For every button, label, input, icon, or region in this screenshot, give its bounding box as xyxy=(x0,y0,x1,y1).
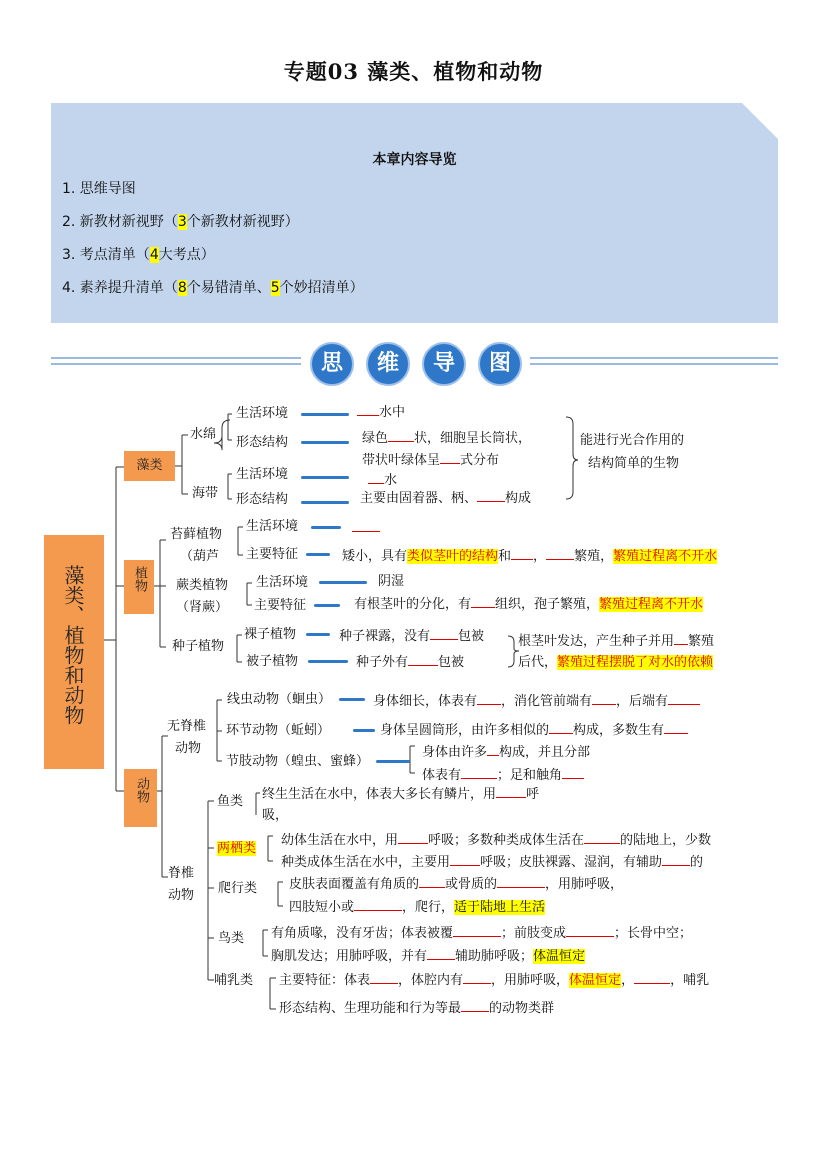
connector-line xyxy=(306,633,330,636)
node-invertebrate-2: 动物 xyxy=(175,741,202,756)
value-text: 有根茎叶的分化，有 组织，孢子繁殖，繁殖过程离不开水 xyxy=(354,597,704,612)
node-plants-label: 植物 xyxy=(132,566,147,592)
label-env: 生活环境 xyxy=(236,406,289,421)
value-text: 水中 xyxy=(357,403,405,421)
summary-text: 结构简单的生物 xyxy=(588,456,680,471)
label-struct: 形态结构 xyxy=(236,492,289,507)
connector-line xyxy=(311,526,341,529)
node-fern-example: （肾蕨） xyxy=(176,600,229,615)
banner-char: 维 xyxy=(366,342,410,386)
root-label: 藻类、植物和动物 xyxy=(61,565,85,725)
value-text xyxy=(352,519,380,537)
guide-heading: 本章内容导览 xyxy=(372,152,457,168)
value-text: 幼体生活在水中，用 呼吸；多数种类成体生活在 的陆地上，少数 xyxy=(281,833,712,848)
value-text: 主要由固着器、柄、 构成 xyxy=(360,491,532,506)
value-text: 矮小，具有类似茎叶的结构和 ， 繁殖，繁殖过程离不开水 xyxy=(342,549,718,564)
value-text: 身体由许多 构成，并且分部 xyxy=(422,745,591,760)
value-text: 皮肤表面覆盖有角质的 或骨质的 ，用肺呼吸， xyxy=(289,877,624,892)
banner-char: 图 xyxy=(478,342,522,386)
connector-line xyxy=(301,413,349,416)
connector-line xyxy=(339,698,365,701)
node-moss-example: （葫芦 xyxy=(180,549,220,564)
page-title: 专题03 藻类、植物和动物 xyxy=(283,59,544,84)
node-animals-label: 动物 xyxy=(134,777,149,803)
node-gymnosperm: 裸子植物 xyxy=(244,627,297,642)
node-mammal: 哺乳类 xyxy=(214,973,254,988)
label-env: 生活环境 xyxy=(246,519,299,534)
summary-text: 根茎叶发达，产生种子并用 繁殖 xyxy=(518,634,715,649)
node-moss: 苔藓植物 xyxy=(170,527,223,542)
label-feature: 主要特征 xyxy=(246,547,299,562)
connector-line xyxy=(301,501,349,504)
banner-char: 导 xyxy=(422,342,466,386)
node-plants xyxy=(124,560,154,614)
value-text: 水 xyxy=(368,471,397,489)
guide-item-1: 1. 思维导图 xyxy=(62,181,136,197)
value-text: 带状叶绿体呈 式分布 xyxy=(362,453,500,468)
guide-item-3: 3. 考点清单（4大考点） xyxy=(62,247,215,263)
node-reptile: 爬行类 xyxy=(218,881,258,896)
value-text: 四肢短小或 ，爬行，适于陆地上生活 xyxy=(289,900,546,915)
node-fish: 鱼类 xyxy=(217,794,244,809)
node-vertebrate-2: 动物 xyxy=(168,888,195,903)
summary-text: 后代，繁殖过程摆脱了对水的依赖 xyxy=(518,655,714,670)
value-text: 有角质喙，没有牙齿；体表被覆 ；前肢变成 ；长骨中空； xyxy=(271,926,693,941)
node-invertebrate: 无脊椎 xyxy=(167,719,207,734)
summary-text: 能进行光合作用的 xyxy=(580,433,685,448)
guide-item-2: 2. 新教材新视野（3个新教材新视野） xyxy=(62,214,299,230)
value-text: 吸， xyxy=(262,808,289,823)
connector-line xyxy=(353,729,375,732)
label-env: 生活环境 xyxy=(256,575,309,590)
node-seed-plants: 种子植物 xyxy=(172,639,225,654)
value-text: 终生生活在水中，体表大多长有鳞片，用 呼 xyxy=(262,787,540,802)
value-text: 绿色 状，细胞呈长筒状， xyxy=(362,431,532,446)
root-node xyxy=(44,535,104,769)
connector-line xyxy=(319,581,367,584)
node-amphibian: 两栖类 xyxy=(217,841,257,856)
node-arthropod: 节肢动物（蝗虫、蜜蜂） xyxy=(226,754,370,769)
label-feature: 主要特征 xyxy=(254,598,307,613)
node-haidai: 海带 xyxy=(192,486,219,501)
label-env: 生活环境 xyxy=(236,467,289,482)
value-text: 体表有 ；足和触角 xyxy=(422,766,584,784)
guide-item-4: 4. 素养提升清单（8个易错清单、5个妙招清单） xyxy=(62,280,364,296)
value-text: 主要特征：体表 ，体腔内有 ，用肺呼吸，体温恒定， ，哺乳 xyxy=(279,973,710,988)
connector-line xyxy=(301,476,349,479)
node-bird: 鸟类 xyxy=(218,931,245,946)
value-text: 形态结构、生理功能和行为等最 的动物类群 xyxy=(279,1001,555,1016)
value-text: 阴湿 xyxy=(378,574,405,589)
label-struct: 形态结构 xyxy=(236,435,289,450)
connector-line xyxy=(306,553,330,556)
node-annelid: 环节动物（蚯蚓） xyxy=(226,723,331,738)
value-text: 身体细长，体表有 ，消化管前端有 ，后端有 xyxy=(373,692,700,710)
node-vertebrate: 脊椎 xyxy=(168,866,195,881)
value-text: 种子裸露，没有 包被 xyxy=(339,629,485,644)
node-animals xyxy=(124,769,157,827)
node-angiosperm: 被子植物 xyxy=(246,654,299,669)
value-text: 种类成体生活在水中，主要用 呼吸；皮肤裸露、湿润，有辅助 的 xyxy=(281,855,704,870)
connector-line xyxy=(314,604,340,607)
node-fern: 蕨类植物 xyxy=(176,578,229,593)
value-text: 身体呈圆筒形，由许多相似的 构成，多数生有 xyxy=(380,721,688,739)
value-text: 种子外有 包被 xyxy=(356,655,465,670)
node-shuimian: 水绵 xyxy=(190,427,217,442)
value-text: 胸肌发达；用肺呼吸，并有 辅助肺呼吸；体温恒定 xyxy=(271,949,586,964)
node-algae: 藻类 xyxy=(124,451,175,481)
banner-char: 思 xyxy=(310,342,354,386)
node-nematode: 线虫动物（蛔虫） xyxy=(227,692,332,707)
connector-line xyxy=(308,660,348,663)
connector-line xyxy=(301,441,349,444)
connector-line xyxy=(376,760,410,763)
